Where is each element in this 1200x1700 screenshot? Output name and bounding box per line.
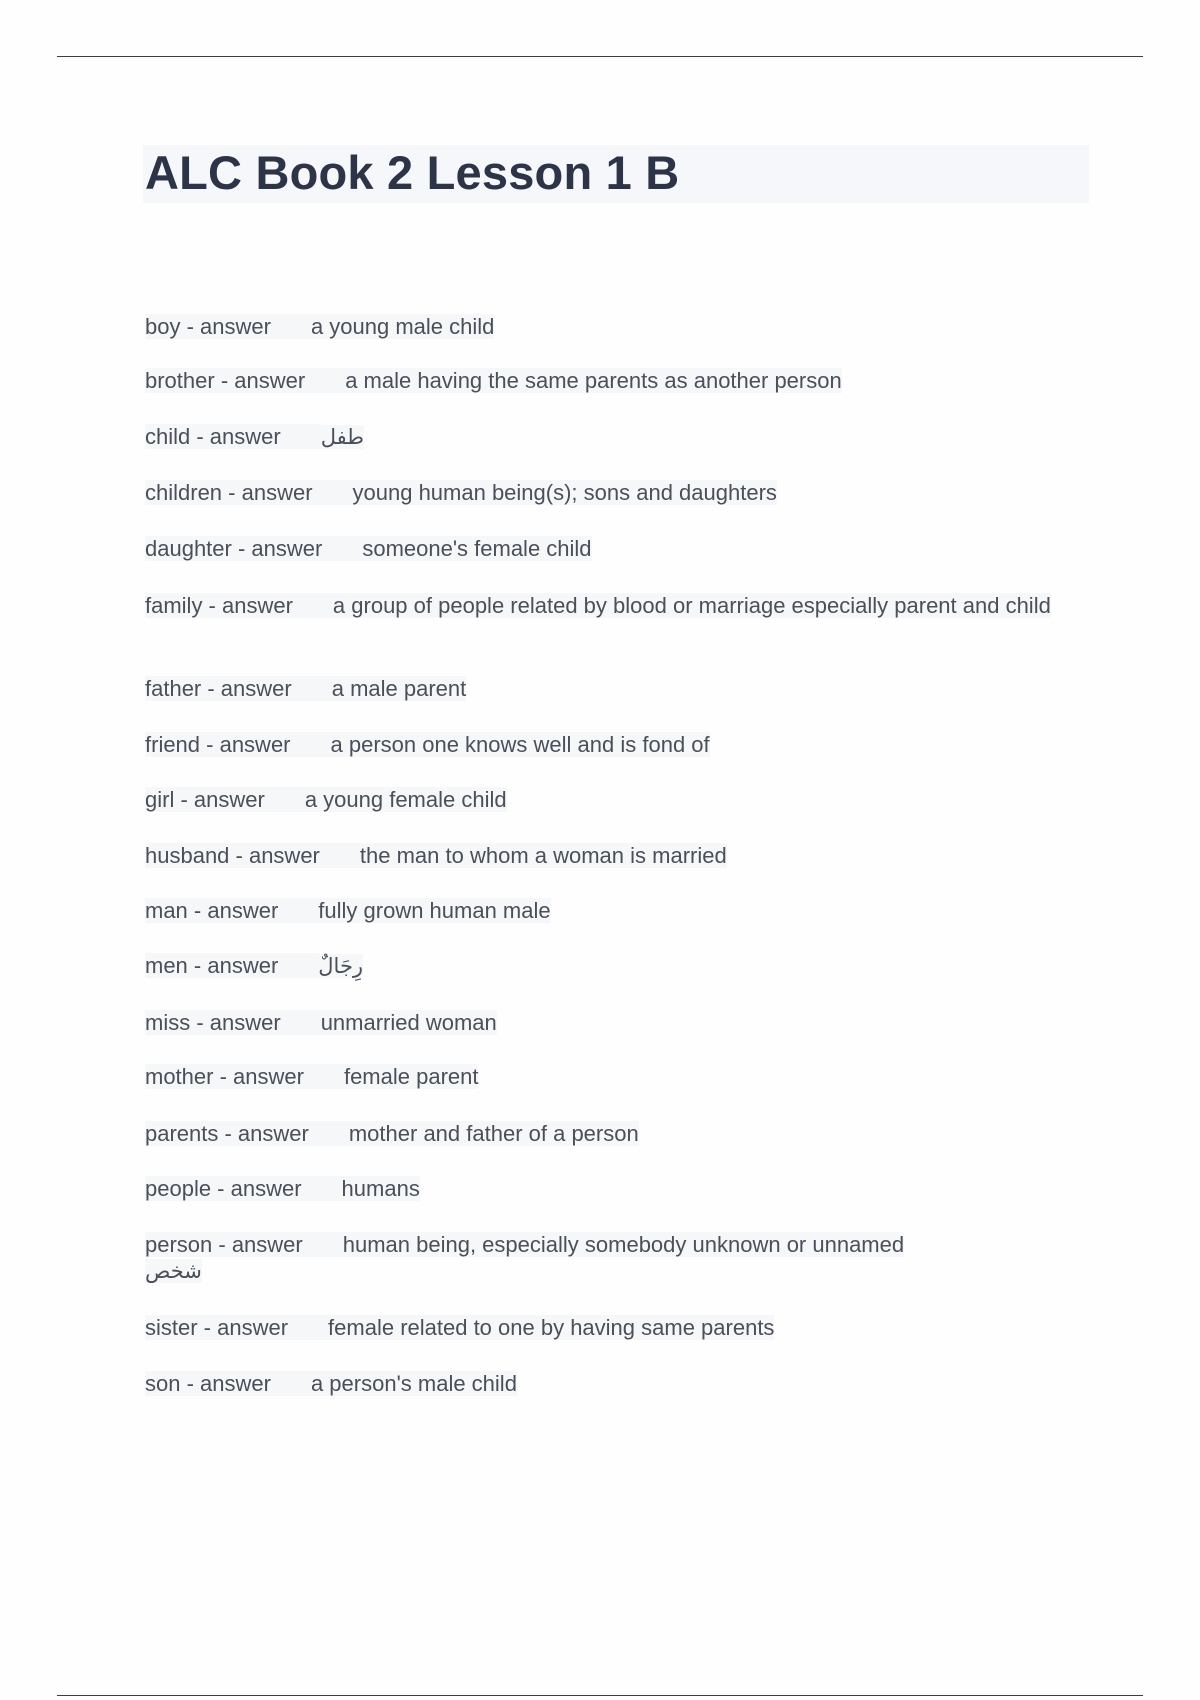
entry-term: children - answer bbox=[145, 480, 353, 505]
entry-definition: human being, especially somebody unknown or unnamed bbox=[342, 1232, 905, 1257]
entry-term: child - answer bbox=[145, 424, 321, 449]
list-item bbox=[145, 480, 1091, 506]
entry-term: father - answer bbox=[145, 676, 332, 701]
entry-term: parents - answer bbox=[145, 1121, 349, 1146]
list-item bbox=[145, 898, 1091, 924]
entry-definition: a young female child bbox=[304, 787, 507, 812]
entry-term: miss - answer bbox=[145, 1010, 321, 1035]
entry-definition: young human being(s); sons and daughters bbox=[352, 480, 777, 505]
list-item bbox=[145, 424, 1091, 450]
footer-rule bbox=[57, 1695, 1143, 1696]
list-item bbox=[145, 1232, 1091, 1284]
entry-definition: humans bbox=[341, 1176, 420, 1201]
list-item bbox=[145, 953, 1091, 979]
list-item bbox=[145, 1064, 1091, 1090]
entry-term: man - answer bbox=[145, 898, 318, 923]
page-title: ALC Book 2 Lesson 1 B bbox=[145, 146, 680, 199]
entry-definition: mother and father of a person bbox=[348, 1121, 639, 1146]
entry-definition: a young male child bbox=[310, 314, 495, 339]
entry-term: boy - answer bbox=[145, 314, 311, 339]
entry-term: person - answer bbox=[145, 1232, 343, 1257]
entry-term: girl - answer bbox=[145, 787, 305, 812]
list-item bbox=[145, 368, 1091, 394]
entry-definition: fully grown human male bbox=[318, 898, 551, 923]
entry-term: husband - answer bbox=[145, 843, 360, 868]
list-item bbox=[145, 1315, 1091, 1341]
list-item bbox=[145, 787, 1091, 813]
list-item bbox=[145, 676, 1091, 702]
entry-term: son - answer bbox=[145, 1371, 311, 1396]
list-item bbox=[145, 1121, 1091, 1147]
entry-definition: someone's female child bbox=[362, 536, 592, 561]
list-item bbox=[145, 593, 1091, 619]
entry-term: people - answer bbox=[145, 1176, 342, 1201]
entry-term: friend - answer bbox=[145, 732, 331, 757]
entry-definition: a person one knows well and is fond of bbox=[330, 732, 710, 757]
list-item bbox=[145, 1371, 1091, 1397]
header-rule bbox=[57, 56, 1143, 57]
entry-definition: unmarried woman bbox=[320, 1010, 497, 1035]
entry-definition: a male parent bbox=[331, 676, 467, 701]
entry-term: daughter - answer bbox=[145, 536, 362, 561]
list-item bbox=[145, 314, 1091, 340]
entry-definition: a person's male child bbox=[310, 1371, 517, 1396]
entry-definition: a male having the same parents as another person bbox=[345, 368, 842, 393]
entry-term: sister - answer bbox=[145, 1315, 328, 1340]
entry-term: mother - answer bbox=[145, 1064, 344, 1089]
entry-definition: رِجَالٌ bbox=[318, 954, 364, 978]
entry-term: family - answer bbox=[145, 593, 333, 618]
list-item bbox=[145, 536, 1091, 562]
list-item bbox=[145, 1176, 1091, 1202]
entry-definition: the man to whom a woman is married bbox=[359, 843, 727, 868]
list-item bbox=[145, 1010, 1091, 1036]
entry-definition: female parent bbox=[343, 1064, 479, 1089]
list-item bbox=[145, 732, 1091, 758]
entry-definition: female related to one by having same parents bbox=[328, 1315, 775, 1340]
entry-definition-continued: شخص bbox=[145, 1259, 202, 1283]
entry-term: men - answer bbox=[145, 953, 318, 978]
entry-definition: a group of people related by blood or marriage especially parent and child bbox=[332, 593, 1051, 618]
entry-definition: طفل bbox=[320, 425, 364, 449]
entry-term: brother - answer bbox=[145, 368, 345, 393]
list-item bbox=[145, 843, 1091, 869]
